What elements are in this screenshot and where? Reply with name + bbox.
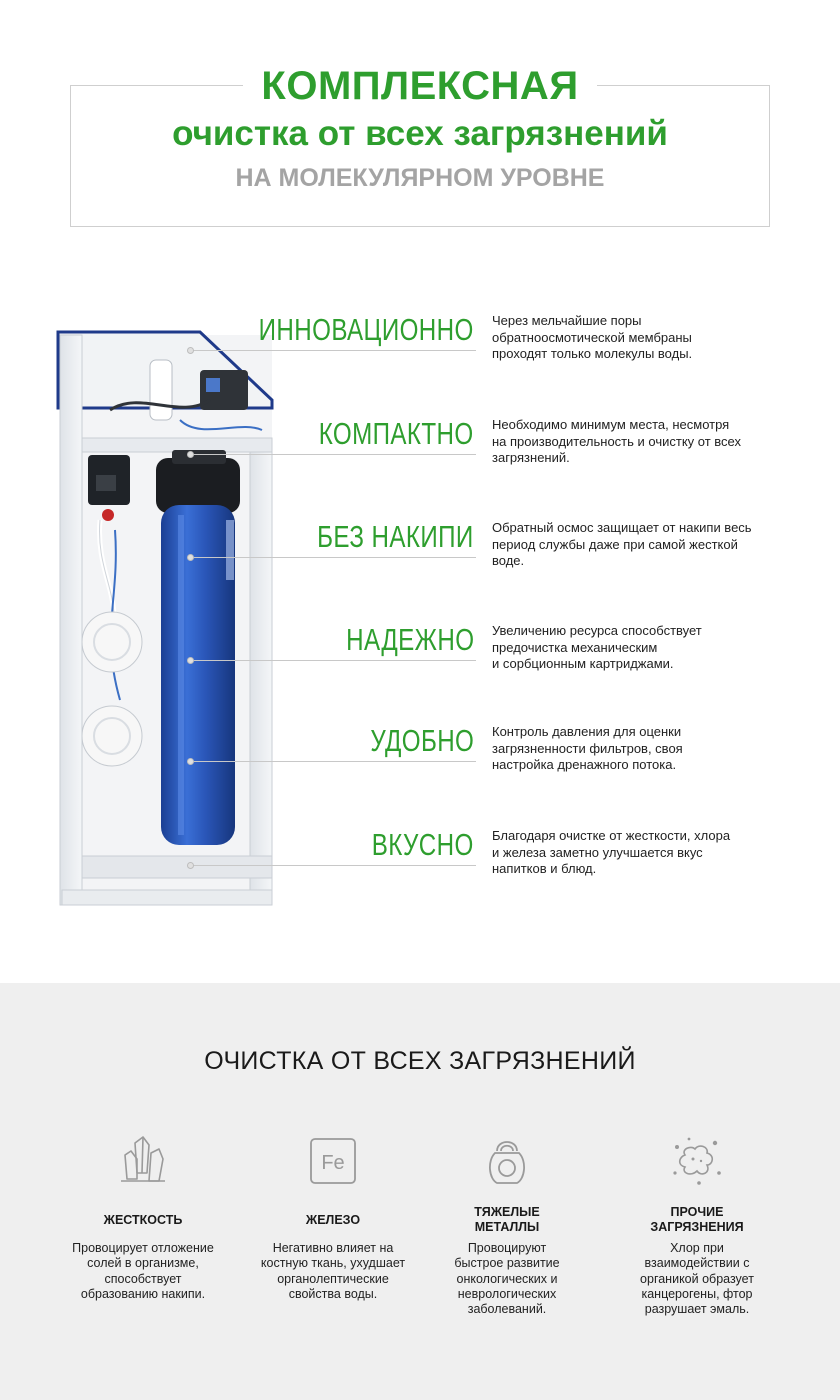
feature-description: Контроль давления для оценки загрязненности фильтров, своя настройка дренажного потока. [492, 724, 683, 772]
contaminant-description: Негативно влияет на костную ткань, ухудшает органолептические свойства воды. [260, 1241, 406, 1301]
contaminant-label: ПРОЧИЕ ЗАГРЯЗНЕНИЯ [650, 1205, 744, 1234]
feature-pointer-dot [187, 347, 194, 354]
feature-pointer-dot [187, 554, 194, 561]
feature-pointer-line [190, 865, 476, 866]
page-subtitle: очистка от всех загрязнений [172, 114, 668, 153]
feature-title: БЕЗ НАКИПИ [317, 519, 474, 554]
kettlebell-icon [479, 1133, 535, 1189]
feature-pointer-line [190, 660, 476, 661]
feature-innovative [0, 312, 840, 392]
feature-description: Необходимо минимум места, несмотря на производительность и очистку от всех загрязнений. [492, 417, 741, 465]
feature-pointer-dot [187, 657, 194, 664]
feature-reliable [0, 622, 840, 702]
feature-title: НАДЕЖНО [345, 622, 474, 657]
feature-convenient [0, 723, 840, 803]
feature-pointer-line [190, 761, 476, 762]
feature-pointer-line [190, 557, 476, 558]
iron-symbol: Fe [321, 1152, 345, 1174]
feature-pointer-line [190, 350, 476, 351]
feature-description: Благодаря очистке от жесткости, хлора и железа заметно улучшается вкус напитков и блюд. [492, 828, 731, 876]
contaminant-description: Провоцирует отложение солей в организме, способствует образованию накипи. [72, 1241, 214, 1301]
feature-title: УДОБНО [370, 723, 474, 758]
contaminant-label: ТЯЖЕЛЫЕ МЕТАЛЛЫ [474, 1205, 540, 1234]
contaminant-heavy-metals [412, 1133, 602, 1317]
feature-pointer-line [190, 454, 476, 455]
section-title: ОЧИСТКА ОТ ВСЕХ ЗАГРЯЗНЕНИЙ [204, 1047, 636, 1075]
iron-fe-icon [305, 1133, 361, 1189]
page-title: КОМПЛЕКСНАЯ [243, 60, 596, 112]
header [0, 60, 840, 198]
contaminant-hardness [48, 1133, 238, 1301]
feature-pointer-dot [187, 758, 194, 765]
contaminants-section [0, 983, 840, 1400]
feature-pointer-dot [187, 862, 194, 869]
crystals-icon [115, 1133, 171, 1189]
contaminant-label: ЖЕЛЕЗО [305, 1213, 361, 1227]
dirt-splash-icon [669, 1133, 725, 1189]
feature-no-scale [0, 519, 840, 599]
page-tagline: НА МОЛЕКУЛЯРНОМ УРОВНЕ [235, 164, 605, 192]
contaminant-description: Хлор при взаимодействии с органикой образует канцерогены, фтор разрушает эмаль. [640, 1241, 754, 1317]
feature-title: ВКУСНО [372, 827, 474, 862]
contaminant-label: ЖЕСТКОСТЬ [103, 1213, 183, 1227]
contaminant-iron [238, 1133, 428, 1301]
feature-title: ИННОВАЦИОННО [258, 312, 474, 347]
feature-compact [0, 416, 840, 496]
feature-description: Увеличению ресурса способствует предочистка механическим и сорбционным картриджами. [492, 623, 702, 671]
feature-description: Через мельчайшие поры обратноосмотической мембраны проходят только молекулы воды. [492, 313, 693, 361]
contaminant-description: Провоцируют быстрое развитие онкологических и неврологических заболеваний. [454, 1241, 560, 1317]
contaminant-other [602, 1133, 792, 1317]
feature-title: КОМПАКТНО [319, 416, 474, 451]
feature-tasty [0, 827, 840, 907]
feature-description: Обратный осмос защищает от накипи весь период службы даже при самой жесткой воде. [492, 520, 752, 568]
feature-pointer-dot [187, 451, 194, 458]
